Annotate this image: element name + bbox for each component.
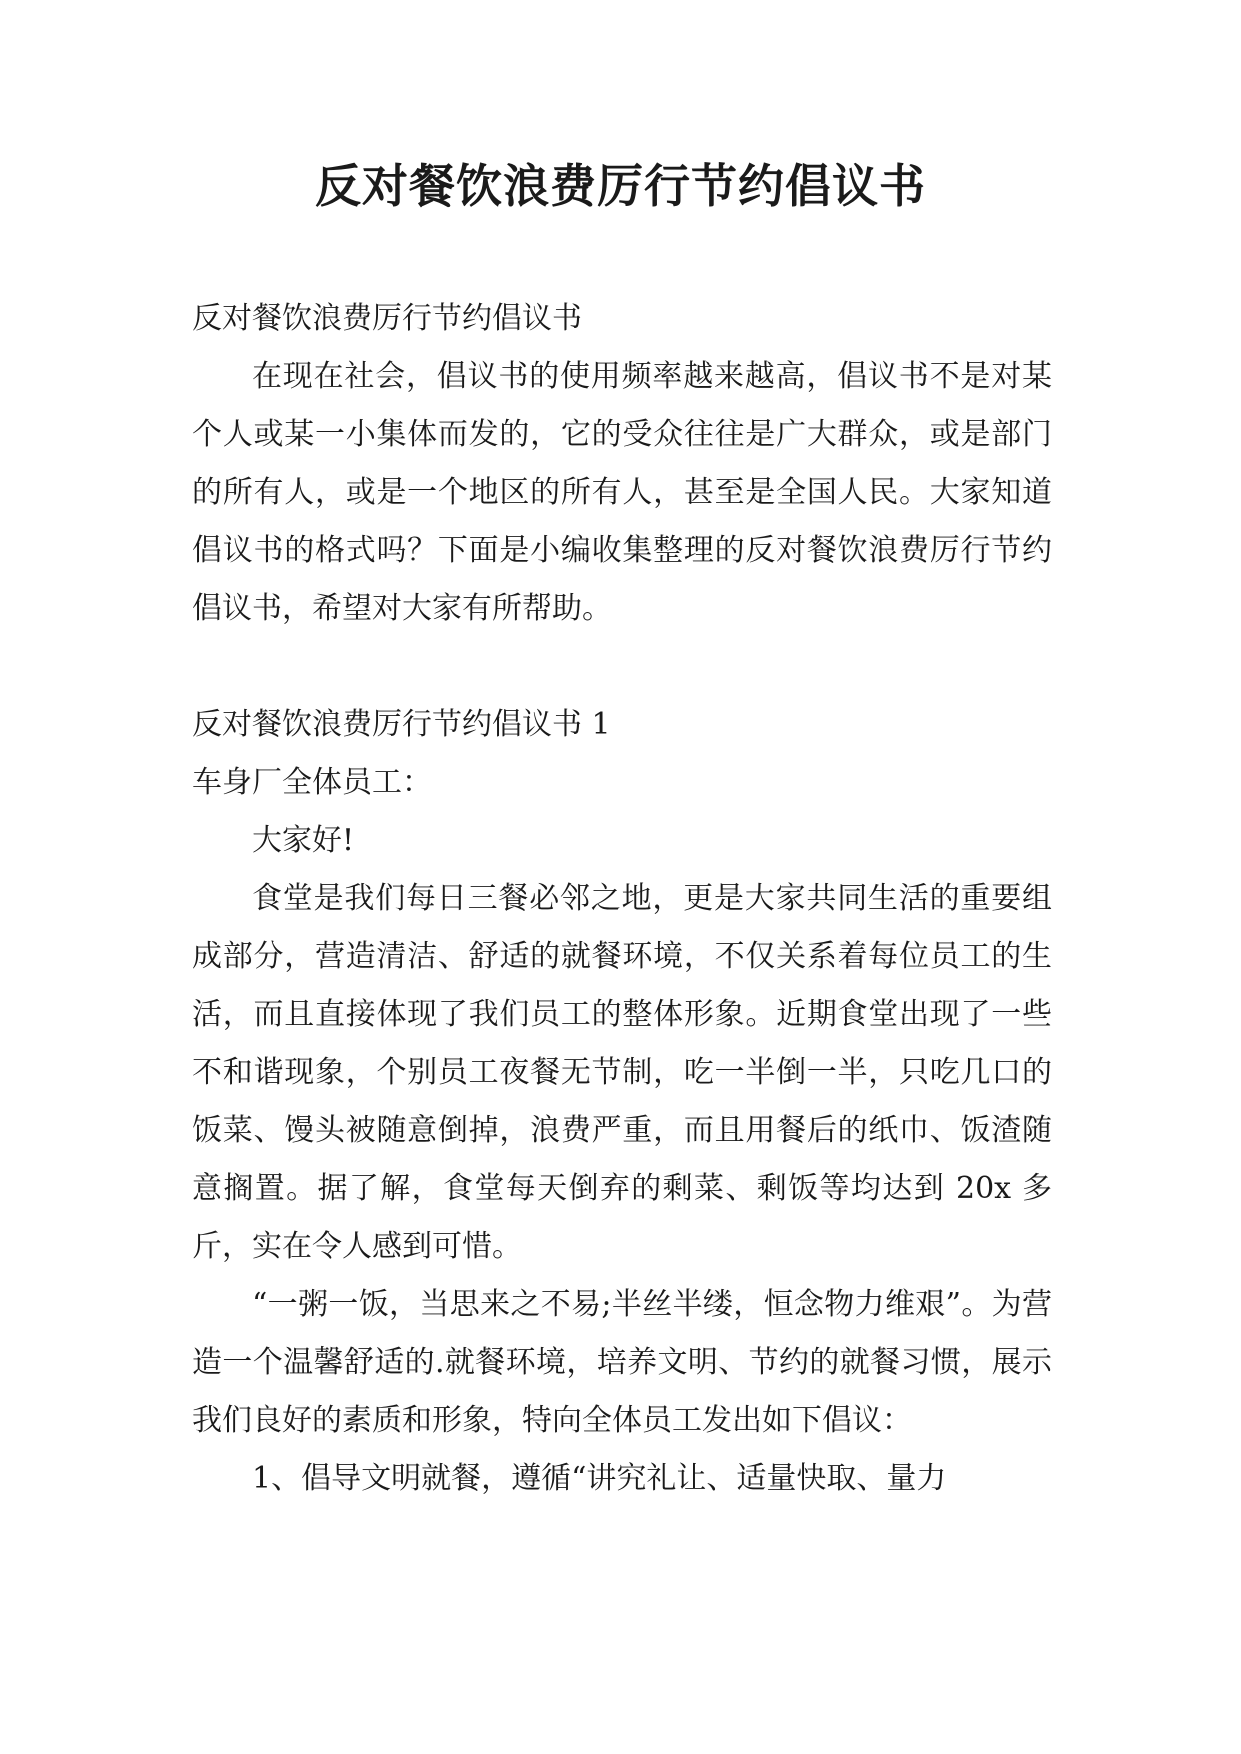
body-paragraph-3: 1、倡导文明就餐，遵循“讲究礼让、适量快取、量力 xyxy=(252,1461,947,1496)
page-title: 反对餐饮浪费厉行节约倡议书 xyxy=(315,159,926,213)
document-body xyxy=(192,290,1052,1508)
salutation: 车身厂全体员工： xyxy=(192,765,432,800)
intro-paragraph: 在现在社会，倡议书的使用频率越来越高，倡议书不是对某个人或某一小集体而发的，它的受众往往是广大群众，或是部门的所有人，或是一个地区的所有人，甚至是全国人民。大家知道倡议书的格式吗？下面是小编收集整理的反对餐饮浪费厉行节约倡议书，希望对大家有所帮助。 xyxy=(192,359,1052,626)
greeting: 大家好! xyxy=(252,823,355,858)
section-heading: 反对餐饮浪费厉行节约倡议书 1 xyxy=(192,707,611,742)
document-subtitle: 反对餐饮浪费厉行节约倡议书 xyxy=(192,301,582,336)
body-paragraph-1: 食堂是我们每日三餐必邻之地，更是大家共同生活的重要组成部分，营造清洁、舒适的就餐环境，不仅关系着每位员工的生活，而且直接体现了我们员工的整体形象。近期食堂出现了一些不和谐现象，个别员工夜餐无节制，吃一半倒一半，只吃几口的饭菜、馒头被随意倒掉，浪费严重，而且用餐后的纸巾、饭渣随意搁置。据了解，食堂每天倒弃的剩菜、剩饭等均达到 20x 多斤，实在令人感到可惜。 xyxy=(192,881,1052,1264)
section-spacer xyxy=(192,638,1052,696)
body-paragraph-2: “一粥一饭，当思来之不易;半丝半缕，恒念物力维艰”。为营造一个温馨舒适的.就餐环境，培养文明、节约的就餐习惯，展示我们良好的素质和形象，特向全体员工发出如下倡议： xyxy=(192,1287,1052,1438)
